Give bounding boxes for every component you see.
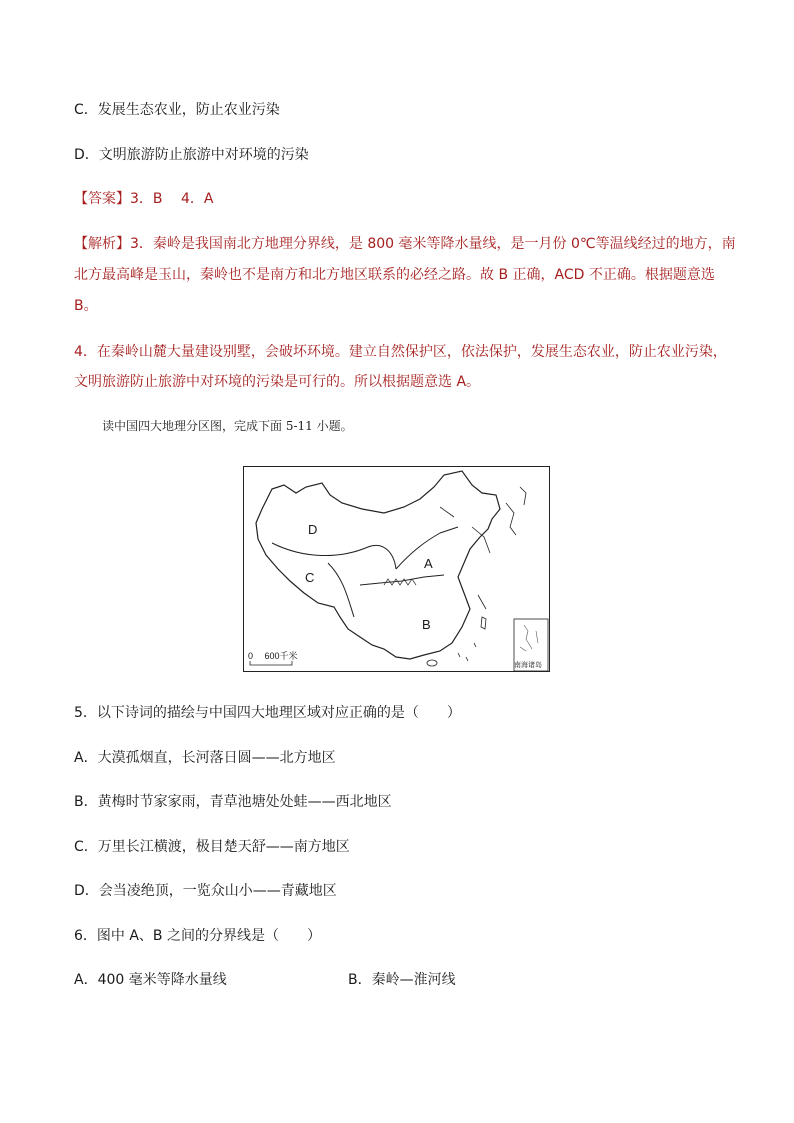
analysis-line-4: 4．在秦岭山麓大量建设别墅，会破坏环境。建立自然保护区，依法保护，发展生态农业，防止农业污染， xyxy=(74,344,727,360)
analysis-tag: 【解析】 xyxy=(74,236,130,252)
q6-stem: 6．图中 A、B 之间的分界线是（ ） xyxy=(74,928,321,944)
region-label-c: C xyxy=(305,570,315,585)
option-d: D．文明旅游防止旅游中对环境的污染 xyxy=(74,147,309,163)
analysis-line-2: 北方最高峰是玉山，秦岭也不是南方和北方地区联系的必经之路。故 B 正确，ACD 不正确。根据题意选 xyxy=(74,267,715,283)
china-map-drawing xyxy=(244,467,549,671)
analysis-line-3: B。 xyxy=(74,298,98,314)
q6-option-a: A．400 毫米等降水量线 xyxy=(74,972,227,988)
q5-option-c: C．万里长江横渡，极目楚天舒——南方地区 xyxy=(74,839,350,855)
option-c: C．发展生态农业，防止农业污染 xyxy=(74,102,280,118)
answer-tag: 【答案】 xyxy=(74,191,130,207)
answer-text: 3．B 4．A xyxy=(130,191,214,207)
inset-label: 南海诸岛 xyxy=(514,662,542,669)
q5-stem: 5．以下诗词的描绘与中国四大地理区域对应正确的是（ ） xyxy=(74,705,461,721)
q6-option-b: B．秦岭—淮河线 xyxy=(348,972,456,988)
region-label-a: A xyxy=(424,556,433,571)
answer-line xyxy=(74,189,213,209)
map-caption: 读中国四大地理分区图，完成下面 5-11 小题。 xyxy=(102,419,353,433)
q5-option-d: D．会当凌绝顶，一览众山小——青藏地区 xyxy=(74,883,337,899)
analysis-line-1 xyxy=(74,234,736,254)
region-label-b: B xyxy=(422,617,431,632)
q5-option-b: B．黄梅时节家家雨，青草池塘处处蛙——西北地区 xyxy=(74,794,392,810)
analysis-line-5: 文明旅游防止旅游中对环境的污染是可行的。所以根据题意选 A。 xyxy=(74,374,481,390)
q5-option-a: A．大漠孤烟直，长河落日圆——北方地区 xyxy=(74,750,336,766)
scale-label: 0 600千米 xyxy=(248,651,298,661)
analysis-text-1: 3．秦岭是我国南北方地理分界线，是 800 毫米等降水量线，是一月份 0℃等温线经过的地方，南 xyxy=(130,236,736,252)
china-region-map xyxy=(243,466,550,672)
region-label-d: D xyxy=(308,522,318,537)
